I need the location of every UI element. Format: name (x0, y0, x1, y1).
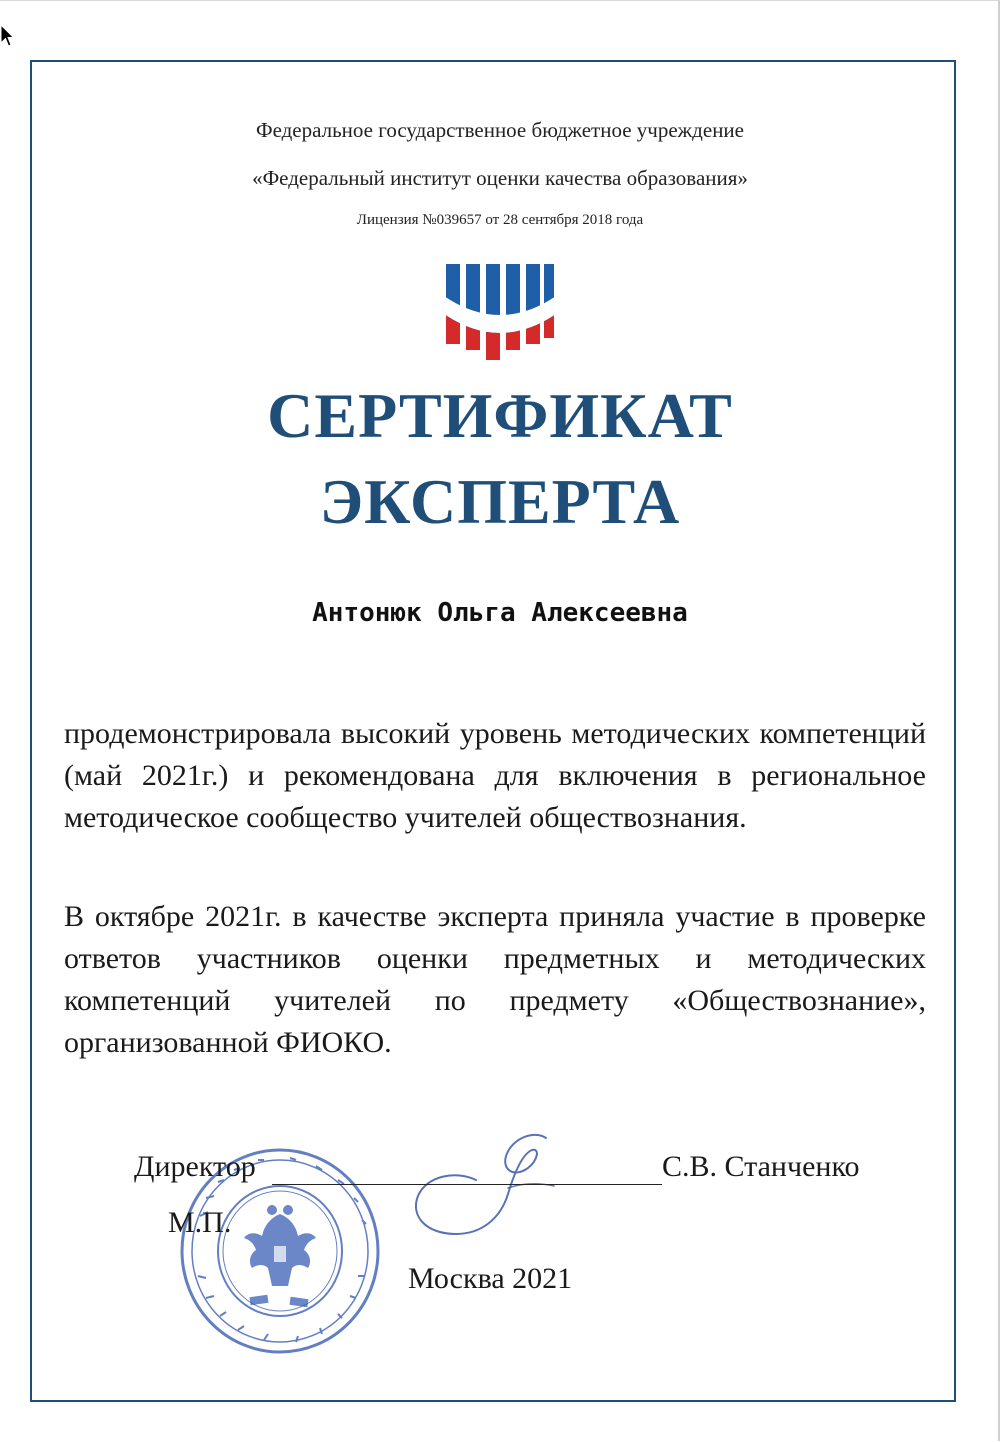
signature-line (272, 1184, 662, 1185)
certificate-title-line-1: СЕРТИФИКАТ (267, 380, 733, 451)
institute-full-name: «Федеральный институт оценки качества образования» (252, 166, 748, 190)
seal-place-label: М.П. (168, 1206, 232, 1239)
director-label: Директор (134, 1150, 256, 1183)
director-name: С.В. Станченко (662, 1150, 860, 1183)
body-paragraph-1: продемонстрировала высокий уровень методических компетенций (май 2021г.) и рекомендована для включения в региональное методическое сообщество учителей обществознания. (64, 717, 926, 834)
city-and-year: Москва 2021 (408, 1262, 573, 1295)
body-paragraph-2: В октябре 2021г. в качестве эксперта приняла участие в проверке ответов участников оценки предметных и методических компетенций учителей по предмету «Обществознание», организованной ФИОКО. (64, 900, 926, 1059)
recipient-name: Антонюк Ольга Алексеевна (312, 598, 688, 628)
certificate-title-line-2: ЭКСПЕРТА (319, 466, 681, 537)
mouse-cursor-icon (0, 24, 14, 48)
institution-name: Федеральное государственное бюджетное учреждение (255, 118, 744, 142)
fioko-logo-icon (444, 260, 556, 364)
license-number: Лицензия №039657 от 28 сентября 2018 года (356, 212, 644, 228)
director-signature-row (134, 1150, 894, 1194)
